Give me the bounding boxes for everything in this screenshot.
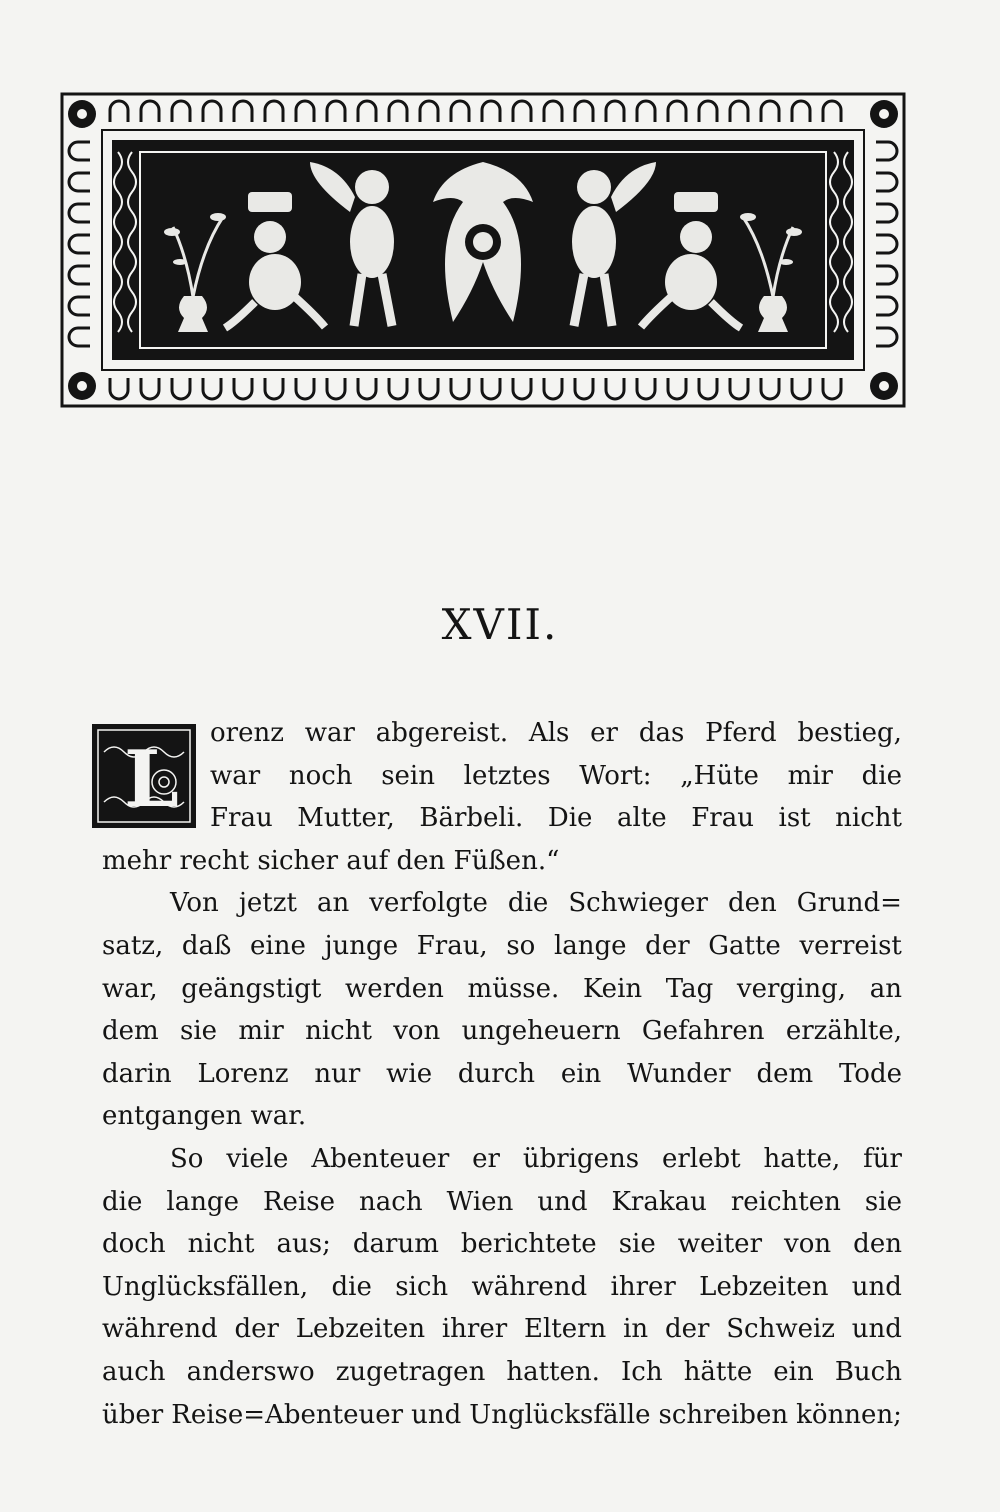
word: der [664,1314,710,1345]
word: Wort: [579,760,652,791]
arch-motif [451,101,469,122]
word: sein [381,760,435,791]
word: in [623,1314,649,1345]
arch-motif [389,378,407,399]
arch-motif [141,378,159,399]
word: Lebzeiten [699,1271,829,1302]
word: er [472,1143,500,1174]
word: die [861,760,902,791]
word: Frau [210,803,273,834]
word: während [471,1271,588,1302]
word: nach [359,1186,423,1217]
word: mir [787,760,833,791]
word: übrigens [522,1143,640,1174]
arch-motif [876,204,897,222]
word: schreiben [658,1399,789,1430]
word: den [727,888,777,919]
word: So [170,1143,204,1174]
text-line [210,755,902,798]
word: über [102,1399,164,1430]
word: von [784,1229,832,1260]
arch-motif [823,378,841,399]
word: zugetragen [335,1356,486,1387]
word: Bärbeli. [419,803,524,834]
arch-motif [668,378,686,399]
arch-motif [69,173,90,191]
word: verfolgte [369,888,488,919]
word: war [210,760,261,791]
word: Unglücksfälle [469,1399,651,1430]
word: Schweiz [726,1314,835,1345]
word: darin [102,1058,172,1089]
arch-motif [876,297,897,315]
word: sie [864,1186,902,1217]
word: die [331,1271,372,1302]
text-line [102,1394,902,1437]
word: das [638,718,685,748]
word: den [853,1229,902,1260]
word: der [234,1314,279,1345]
arch-motif [296,378,314,399]
arch-motif [699,378,717,399]
arch-motif [876,328,897,346]
word: eine [250,930,306,961]
line-text: entgangen war. [102,1101,307,1132]
word: Frau [691,803,754,834]
text-line [210,797,902,840]
arch-motif [234,378,252,399]
word: erzählte, [785,1016,902,1047]
word: die [102,1186,143,1217]
word: Reise [262,1186,335,1217]
text-line [102,1181,902,1224]
arch-motif [513,101,531,122]
word: noch [288,760,353,791]
word: ungeheuern [461,1016,621,1047]
arch-motif [327,378,345,399]
arch-motif [265,378,283,399]
word: Schwieger [568,888,708,919]
word: berichtete [460,1229,597,1260]
arch-motif [358,101,376,122]
word: Mutter, [297,803,395,834]
decorative-ornament [60,92,906,408]
arch-motif [389,101,407,122]
word: sie [618,1229,656,1260]
arch-motif [69,142,90,160]
arch-motif [575,378,593,399]
word: nicht [835,803,902,834]
word: satz, [102,930,164,961]
word: anderswo [186,1356,315,1387]
word: nicht [187,1229,255,1260]
arch-motif [575,101,593,122]
text-line [102,1095,902,1138]
word: jetzt [238,888,297,919]
word: und [851,1271,902,1302]
text-line [102,840,902,883]
word: ein [560,1058,602,1089]
arch-motif [327,101,345,122]
arch-motif [172,378,190,399]
word: ein [773,1356,814,1387]
arch-motif [69,204,90,222]
arch-motif [110,101,128,122]
word: Gefahren [641,1016,765,1047]
arch-motif [876,235,897,253]
word: an [316,888,350,919]
text-line [102,882,902,925]
word: durch [457,1058,536,1089]
word: so [506,930,536,961]
word: Von [170,888,219,919]
arch-motif [69,266,90,284]
arch-motif [730,378,748,399]
word: ist [778,803,811,834]
svg-text:L: L [124,734,179,825]
word: lange [553,930,627,961]
word: von [393,1016,441,1047]
word: war [304,718,355,748]
text-line [102,1308,902,1351]
arch-motif [451,378,469,399]
word: Reise=Abenteuer [171,1399,404,1430]
word: nur [314,1058,361,1089]
word: Als [528,718,570,748]
word: hatten. [506,1356,600,1387]
arch-motif [296,101,314,122]
text-line [102,1010,902,1053]
arch-motif [265,101,283,122]
arch-motif [203,101,221,122]
text-line [102,925,902,968]
word: Tode [838,1058,902,1089]
arch-motif [876,142,897,160]
arch-motif [69,328,90,346]
text-line [102,1138,902,1181]
word: Kein [582,973,643,1004]
word: nicht [305,1016,372,1047]
word: können; [796,1399,902,1430]
arch-motif [761,101,779,122]
word: verreist [799,930,902,961]
word: „Hüte [680,760,759,791]
line-text: mehr recht sicher auf den Füßen.“ [102,845,560,876]
word: dem [102,1016,159,1047]
word: orenz [210,718,284,748]
word: wie [386,1058,433,1089]
word: sie [180,1016,218,1047]
word: Tag [665,973,714,1004]
arch-motif [792,378,810,399]
word: doch [102,1229,166,1260]
word: Gatte [708,930,781,961]
text-line [210,712,902,755]
word: Wien [446,1186,514,1217]
word: erlebt [661,1143,741,1174]
word: und [411,1399,462,1430]
word: alte [617,803,667,834]
word: für [863,1143,902,1174]
word: der [645,930,690,961]
arch-motif [172,101,190,122]
word: Krakau [611,1186,707,1217]
arch-motif [876,173,897,191]
chapter-number: XVII. [441,600,559,649]
word: an [869,973,902,1004]
word: er [590,718,618,748]
word: hätte [683,1356,753,1387]
word: reichten [730,1186,841,1217]
arch-motif [420,101,438,122]
word: Unglücksfällen, [102,1271,309,1302]
word: Lebzeiten [295,1314,426,1345]
arch-motif [730,101,748,122]
arch-motif [544,378,562,399]
arch-motif [876,266,897,284]
word: darum [352,1229,439,1260]
word: hatte, [763,1143,841,1174]
arch-motif [792,101,810,122]
word: junge [324,930,399,961]
word: müsse. [467,973,560,1004]
word: Pferd [705,718,777,748]
word: viele [226,1143,289,1174]
word: Buch [834,1356,902,1387]
arch-motif [141,101,159,122]
word: abgereist. [375,718,509,748]
arch-motif [203,378,221,399]
text-line [102,1351,902,1394]
text-line [102,1053,902,1096]
word: Die [547,803,593,834]
arch-motif [823,101,841,122]
word: Abenteuer [311,1143,450,1174]
arch-motif [606,378,624,399]
word: Lorenz [197,1058,289,1089]
arch-motif [606,101,624,122]
arch-motif [482,378,500,399]
word: dem [756,1058,814,1089]
word: letztes [463,760,551,791]
arch-motif [420,378,438,399]
arch-motif [110,378,128,399]
word: mir [238,1016,284,1047]
word: bestieg, [797,718,902,748]
word: Wunder [627,1058,731,1089]
arch-motif [544,101,562,122]
arch-motif [69,297,90,315]
arch-motif [761,378,779,399]
arch-motif [668,101,686,122]
word: Frau, [416,930,488,961]
text-line [102,968,902,1011]
word: weiter [677,1229,763,1260]
word: daß [181,930,232,961]
word: aus; [276,1229,331,1260]
arch-motif [358,378,376,399]
body-text [102,712,902,1436]
word: verging, [736,973,847,1004]
word: auch [102,1356,166,1387]
arch-motif [637,101,655,122]
arch-motif [482,101,500,122]
word: Ich [621,1356,663,1387]
word: und [851,1314,902,1345]
word: Grund= [796,888,902,919]
text-line [102,1223,902,1266]
word: Eltern [523,1314,607,1345]
word: sich [395,1271,449,1302]
arch-motif [637,378,655,399]
word: geängstigt [181,973,322,1004]
word: und [537,1186,588,1217]
arch-motif [513,378,531,399]
word: während [102,1314,218,1345]
word: die [507,888,549,919]
word: werden [345,973,444,1004]
word: war, [102,973,158,1004]
text-line [102,1266,902,1309]
word: ihrer [441,1314,508,1345]
arch-motif [234,101,252,122]
arch-motif [699,101,717,122]
word: lange [166,1186,239,1217]
word: ihrer [610,1271,676,1302]
arch-motif [69,235,90,253]
